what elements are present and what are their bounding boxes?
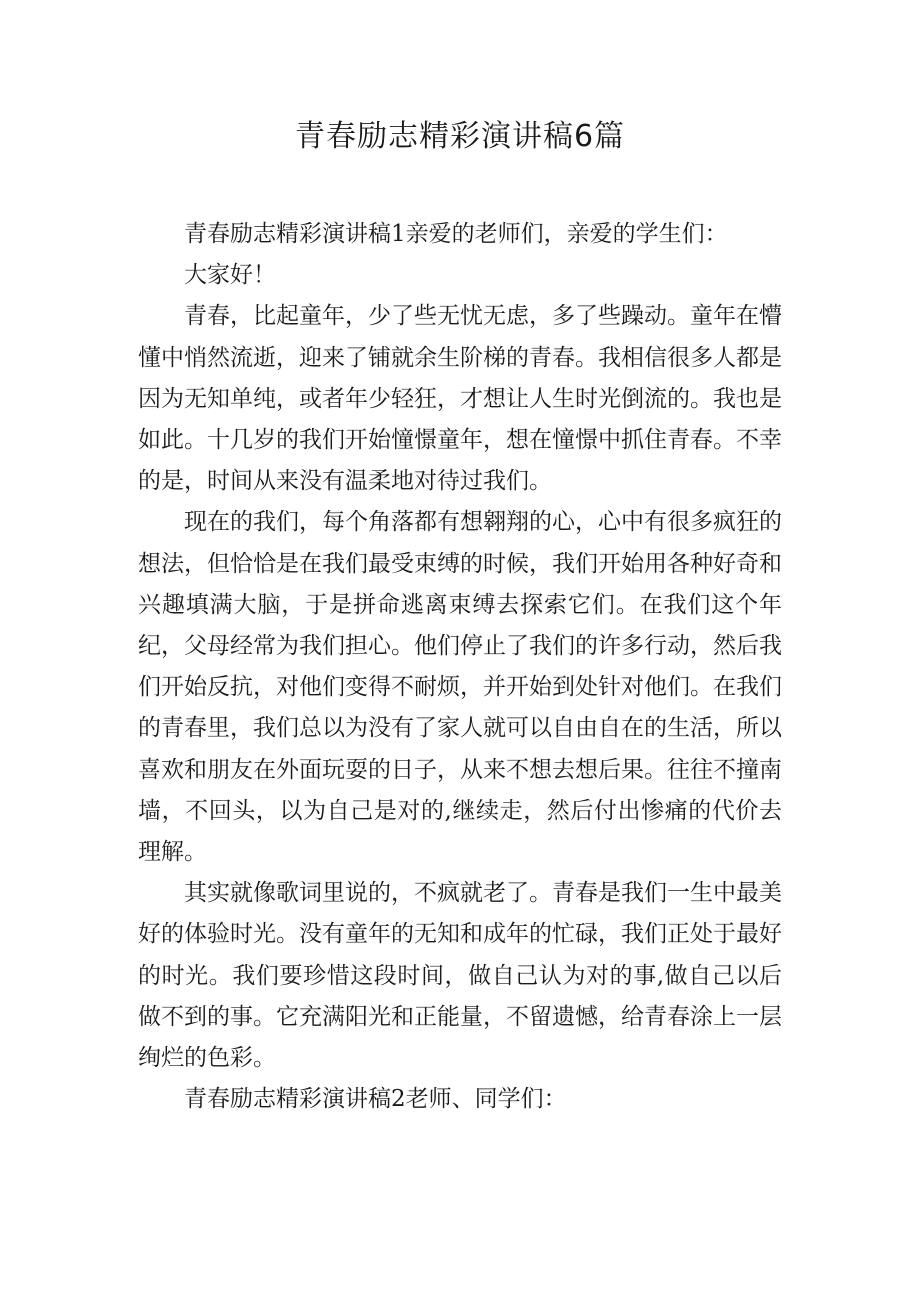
- document-title: 青春励志精彩演讲稿6篇: [294, 119, 626, 154]
- paragraph-hello: 大家好！: [184, 262, 276, 289]
- paragraph-lyrics: 其实就像歌词里说的，不疯就老了。青春是我们一生中最美好的体验时光。没有童年的无知和成年的忙碌，我们正处于最好的时光。我们要珍惜这段时间，做自己认为对的事,做自己以后做不到的事。它充满阳光和正能量，不留遗憾，给青春涂上一层绚烂的色彩。: [138, 880, 782, 1072]
- paragraph-youth-vs-childhood: 青春，比起童年，少了些无忧无虑，多了些躁动。童年在懵懂中悄然流逝，迎来了铺就余生阶梯的青春。我相信很多人都是因为无知单纯，或者年少轻狂，才想让人生时光倒流的。我也是如此。十几岁的我们开始憧憬童年，想在憧憬中抓住青春。不幸的是，时间从来没有温柔地对待过我们。: [138, 303, 782, 495]
- document-body: [138, 214, 782, 1120]
- paragraph-speech-1-greeting: 青春励志精彩演讲稿1亲爱的老师们，亲爱的学生们：: [184, 221, 728, 247]
- paragraph-now-we: 现在的我们，每个角落都有想翱翔的心，心中有很多疯狂的想法，但恰恰是在我们最受束缚的时候，我们开始用各种好奇和兴趣填满大脑，于是拼命逃离束缚去探索它们。在我们这个年纪，父母经常为我们担心。他们停止了我们的许多行动，然后我们开始反抗，对他们变得不耐烦，并开始到处针对他们。在我们的青春里，我们总以为没有了家人就可以自由自在的生活，所以喜欢和朋友在外面玩耍的日子，从来不想去想后果。往往不撞南墙，不回头，以为自己是对的,继续走，然后付出惨痛的代价去理解。: [138, 509, 782, 866]
- paragraph-speech-2-greeting: 青春励志精彩演讲稿2老师、同学们：: [184, 1086, 567, 1113]
